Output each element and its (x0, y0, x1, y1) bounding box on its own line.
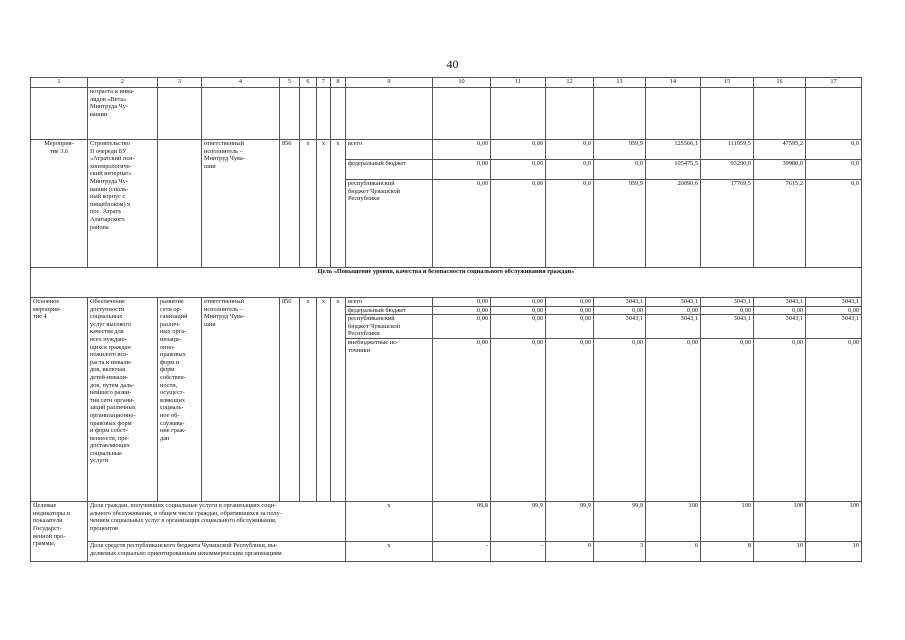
budget-table (30, 77, 862, 562)
column-number: 15 (701, 78, 754, 88)
value-cell: 0,00 (491, 339, 546, 502)
value-cell: 0,0 (594, 160, 646, 180)
value-cell: 0,0 (546, 140, 594, 160)
column-number: 16 (754, 78, 806, 88)
value-cell: 93290,0 (701, 160, 754, 180)
value-cell: 0,00 (646, 306, 701, 315)
column-number: 5 (280, 78, 300, 88)
goal-row (31, 268, 862, 298)
funding-source: внебюджетные ис- точники (346, 339, 433, 502)
value-cell: 3043,1 (754, 298, 806, 307)
funding-source: республиканский бюджет Чувашской Республики (346, 180, 433, 268)
value-cell: 7615,2 (754, 180, 806, 268)
value-cell: 0,00 (491, 180, 546, 268)
value-cell: 100 (806, 502, 862, 542)
value-cell: 0,00 (433, 315, 491, 339)
executor: ответственный исполнитель – Минтруд Чува- шии (202, 140, 280, 268)
indicator-x: x (346, 502, 433, 542)
value-cell: 100 (754, 502, 806, 542)
budget-code: 856 (280, 140, 300, 268)
value-cell: 8 (701, 542, 754, 562)
column-number: 3 (158, 78, 202, 88)
value-cell: 3043,1 (646, 315, 701, 339)
value-cell: 99,9 (546, 502, 594, 542)
value-cell: 100 (646, 502, 701, 542)
value-cell: 0,00 (646, 339, 701, 502)
value-cell: 3043,1 (701, 298, 754, 307)
value-cell: 3 (594, 542, 646, 562)
value-cell: 10 (806, 542, 862, 562)
value-cell: 0,00 (754, 339, 806, 502)
indicator-row (31, 502, 862, 542)
value-cell: 3043,1 (594, 315, 646, 339)
value-cell: 0,00 (491, 298, 546, 307)
value-cell: 3043,1 (806, 298, 862, 307)
table-row (31, 298, 862, 307)
value-cell: 0,00 (806, 306, 862, 315)
indicator-text: Доля граждан, получивших социальные услуги в организациях соци- ального обслуживания, в общем числе граждан, обратившихся за полу- чением социальных услуг в организации социального обслуживания, процентов (88, 502, 346, 542)
value-cell: 0,00 (433, 140, 491, 160)
column-number: 11 (491, 78, 546, 88)
value-cell: 3043,1 (701, 315, 754, 339)
code-x: x (300, 298, 317, 502)
value-cell: 959,9 (594, 180, 646, 268)
value-cell: 20090,6 (646, 180, 701, 268)
funding-source: всего (346, 140, 433, 160)
column-number: 12 (546, 78, 594, 88)
value-cell: 0,0 (806, 180, 862, 268)
funding-source: федеральный бюджет (346, 160, 433, 180)
value-cell: 0,00 (546, 339, 594, 502)
value-cell: 0,00 (806, 339, 862, 502)
value-cell: 0,00 (491, 315, 546, 339)
activity-label: Мероприя- тие 3.6 (31, 140, 88, 268)
value-cell: 0,00 (433, 160, 491, 180)
table-row (31, 140, 862, 160)
value-cell: 0,0 (806, 140, 862, 160)
indicator-x: x (346, 542, 433, 562)
value-cell: 0,00 (546, 306, 594, 315)
value-cell: 0,00 (594, 339, 646, 502)
continuation-text: возраста и инва- лидов «Вета» Минтруда Чу- вашии (88, 88, 158, 140)
value-cell: 47595,2 (754, 140, 806, 160)
value-cell: 0,00 (433, 306, 491, 315)
value-cell: 0,00 (754, 306, 806, 315)
value-cell: 99,8 (433, 502, 491, 542)
executor: ответственный исполнитель – Минтруд Чува- шии (202, 298, 280, 502)
value-cell: 0,00 (491, 306, 546, 315)
value-cell: 0,0 (806, 160, 862, 180)
funding-source: всего (346, 298, 433, 307)
activity-label: Основное мероприя- тие 4 (31, 298, 88, 502)
code-x: x (300, 140, 317, 268)
value-cell: 111059,5 (701, 140, 754, 160)
column-number: 4 (202, 78, 280, 88)
value-cell: 0,00 (491, 140, 546, 160)
value-cell: 100 (701, 502, 754, 542)
value-cell: 3043,1 (806, 315, 862, 339)
value-cell: 6 (646, 542, 701, 562)
code-x: x (331, 298, 346, 502)
value-cell: 17769,5 (701, 180, 754, 268)
value-cell: 3043,1 (646, 298, 701, 307)
value-cell: 0 (546, 542, 594, 562)
page-number: 40 (446, 57, 459, 71)
code-x: x (317, 140, 331, 268)
indicators-label: Целевые индикаторы и показатели Государст- венной про- граммы, (31, 502, 88, 562)
value-cell: 0,0 (546, 160, 594, 180)
value-cell: 959,9 (594, 140, 646, 160)
column-number: 6 (300, 78, 317, 88)
indicator-row (31, 542, 862, 562)
value-cell: 10 (754, 542, 806, 562)
column-number: 13 (594, 78, 646, 88)
continuation-row (31, 88, 862, 140)
column-number: 10 (433, 78, 491, 88)
funding-source: федеральный бюджет (346, 306, 433, 315)
value-cell: 99,9 (594, 502, 646, 542)
value-cell: 0,00 (433, 339, 491, 502)
activity-name: Обеспечение доступности социальных услуг высокого качества для всех нуждаю- щихся граждан пожилого воз- раста и инвали- дов, включая детей-инвали- дов, путем даль- нейшего разви- тия сети органи- заций различных организационно- правовых форм и форм собст- венности, пре- доставляющих социальные услуги (88, 298, 158, 502)
funding-source: республиканский бюджет Чувашской Республики (346, 315, 433, 339)
value-cell: 0,00 (546, 315, 594, 339)
value-cell: 0,00 (433, 180, 491, 268)
value-cell: 0,00 (491, 160, 546, 180)
value-cell: - (491, 542, 546, 562)
value-cell: 0,00 (701, 339, 754, 502)
value-cell: 105475,5 (646, 160, 701, 180)
value-cell: 99,9 (491, 502, 546, 542)
indicator-text: Доля средств республиканского бюджета Чувашской Республики, вы- деляемых социально ориентированным некоммерческим организациям (88, 542, 346, 562)
value-cell: - (433, 542, 491, 562)
value-cell: 0,00 (594, 306, 646, 315)
value-cell: 0,00 (546, 298, 594, 307)
column-number: 2 (88, 78, 158, 88)
budget-code: 856 (280, 298, 300, 502)
value-cell: 125566,1 (646, 140, 701, 160)
column-number: 14 (646, 78, 701, 88)
value-cell: 0,00 (433, 298, 491, 307)
column-number: 17 (806, 78, 862, 88)
code-x: x (317, 298, 331, 502)
goal-title: Цель «Повышение уровня, качества и безопасности социального обслуживания граждан» (31, 268, 862, 298)
column-number: 9 (346, 78, 433, 88)
value-cell: 0,00 (701, 306, 754, 315)
column-number: 7 (317, 78, 331, 88)
column-number: 8 (331, 78, 346, 88)
activity-name: Строительство II очереди БУ «Атратский пси- хоневрологиче- ский интернат» Минтруда Чу- вашии (спаль- ный корпус с пищеблоком) в пос. Атрать Алатырского района (88, 140, 158, 268)
code-x: x (331, 140, 346, 268)
value-cell: 0,0 (546, 180, 594, 268)
activity-result: развитие сети ор- ганизаций различ- ных орга- низаци- онно- правовых форм и форм собствен- ности, осущест- вляющих социаль- ное об- служива- ние граж- дан (158, 298, 202, 502)
value-cell: 39980,0 (754, 160, 806, 180)
value-cell: 3043,1 (594, 298, 646, 307)
column-number: 1 (31, 78, 88, 88)
value-cell: 3043,1 (754, 315, 806, 339)
column-number-row (31, 78, 862, 88)
